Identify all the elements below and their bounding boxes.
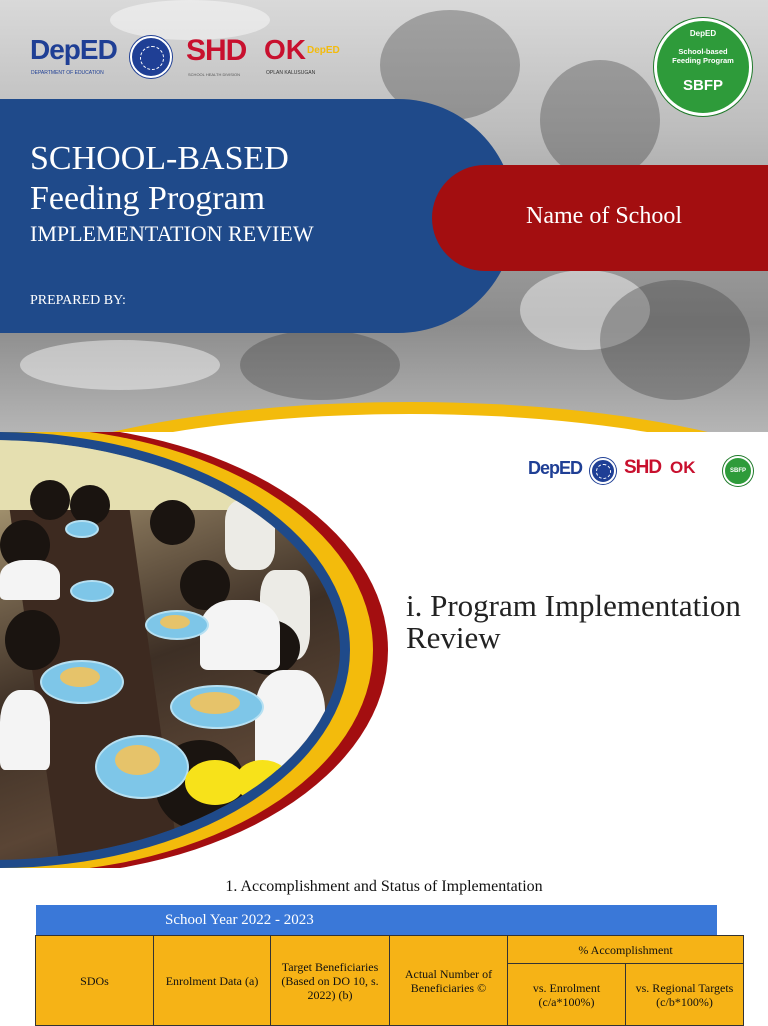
school-year-label: School Year 2022 - 2023 bbox=[165, 912, 314, 928]
section-slide bbox=[0, 432, 768, 868]
accomplishment-table bbox=[35, 935, 744, 1026]
seal-icon bbox=[590, 458, 616, 484]
background-photo-shape bbox=[600, 280, 750, 400]
header-enrolment: Enrolment Data (a) bbox=[154, 936, 271, 1026]
school-name: Name of School bbox=[526, 203, 682, 229]
deped-logo: DepED DEPARTMENT OF EDUCATION bbox=[30, 34, 117, 76]
table-slide bbox=[0, 868, 768, 1024]
school-year-bar bbox=[36, 905, 717, 935]
title-line-1: SCHOOL-BASED bbox=[30, 140, 289, 177]
background-photo-shape bbox=[240, 330, 400, 400]
title-slide bbox=[0, 0, 768, 432]
deped-logo-caption: DEPARTMENT OF EDUCATION bbox=[31, 70, 104, 76]
seal-icon bbox=[130, 36, 172, 78]
ok-logo-caption: OPLAN KALUSUGAN bbox=[266, 70, 316, 76]
header-accomplishment: % Accomplishment bbox=[508, 936, 744, 964]
prepared-by-label: PREPARED BY: bbox=[30, 293, 126, 308]
title-line-2: Feeding Program bbox=[30, 180, 266, 217]
table-caption: 1. Accomplishment and Status of Implementation bbox=[225, 878, 543, 895]
logo-strip bbox=[0, 22, 360, 98]
shd-logo-small: SHD bbox=[624, 457, 662, 478]
header-target: Target Beneficiaries (Based on DO 10, s. 2022) (b) bbox=[271, 936, 390, 1026]
deped-logo-small: DepED bbox=[528, 458, 583, 478]
background-photo-shape bbox=[540, 60, 660, 180]
background-photo-shape bbox=[20, 340, 220, 390]
shd-logo-caption: SCHOOL HEALTH DIVISION bbox=[188, 72, 241, 77]
oplan-kalusugan-logo-small: OK bbox=[670, 458, 696, 477]
sbfp-badge-small: SBFP bbox=[723, 456, 753, 486]
header-vs-enrolment: vs. Enrolment (c/a*100%) bbox=[508, 964, 626, 1026]
header-vs-regional: vs. Regional Targets (c/b*100%) bbox=[626, 964, 744, 1026]
section-logo-strip bbox=[528, 454, 756, 486]
header-actual: Actual Number of Beneficiaries © bbox=[390, 936, 508, 1026]
oplan-kalusugan-logo: OK DepED OPLAN KALUSUGAN bbox=[264, 34, 340, 76]
sbfp-badge: DepED School-based Feeding Program SBFP bbox=[654, 18, 752, 116]
header-sdos: SDOs bbox=[36, 936, 154, 1026]
title-line-3: IMPLEMENTATION REVIEW bbox=[30, 221, 314, 246]
section-title: i. Program Implementation Review bbox=[406, 588, 741, 655]
shd-logo: SHD SCHOOL HEALTH DIVISION bbox=[186, 34, 247, 77]
